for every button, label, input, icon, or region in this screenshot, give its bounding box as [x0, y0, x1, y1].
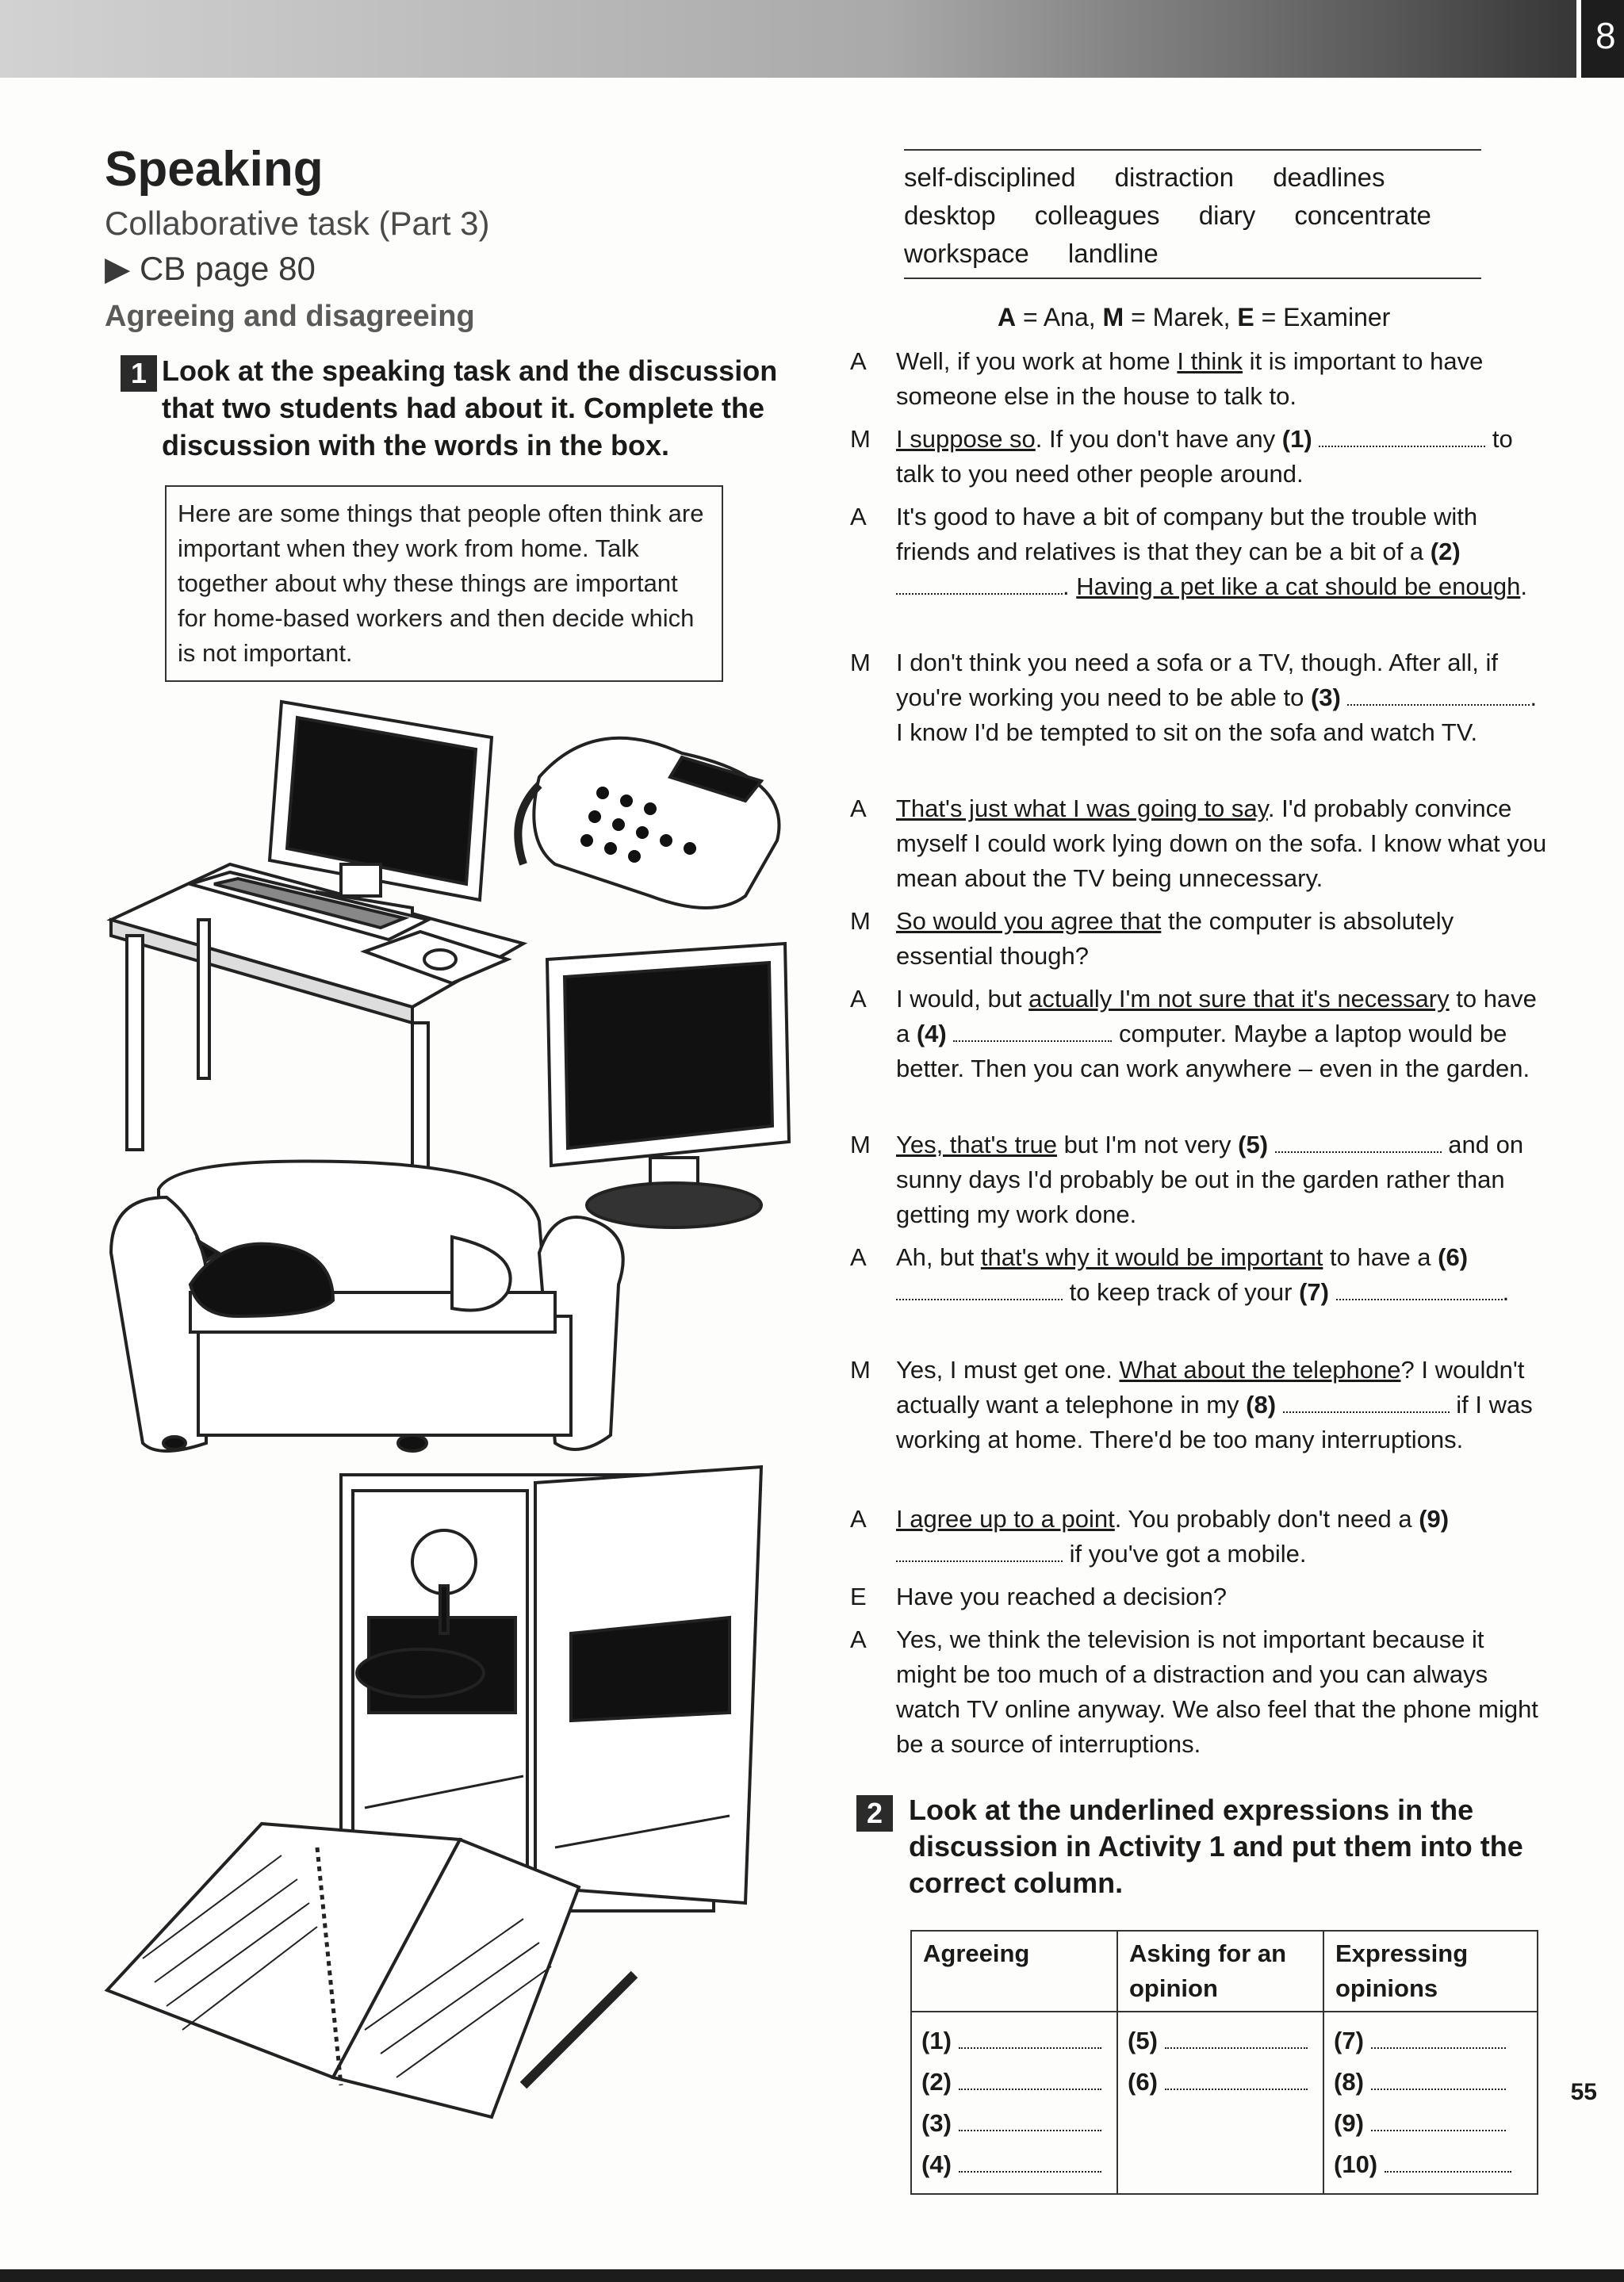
underlined-expression: I suppose so [896, 425, 1036, 453]
speaker-key [998, 303, 1390, 332]
word-row-3 [904, 235, 1481, 273]
underlined-expression: What about the telephone [1119, 1356, 1401, 1384]
dialogue-line-3 [850, 500, 1548, 604]
dialogue-text: it is important to have someone else in the house to talk to. [896, 347, 1484, 410]
key-m-name: = Marek, [1131, 303, 1231, 331]
dialogue-text: to have a [1323, 1243, 1438, 1271]
sofa-with-cat-icon [111, 1161, 623, 1451]
dialogue-text: I don't think you need a sofa or a TV, though. After all, if you're working you need to be able to [896, 649, 1499, 711]
key-a-name: = Ana, [1023, 303, 1096, 331]
underlined-expression: That's just what I was going to say [896, 794, 1268, 822]
speaker: M [850, 425, 871, 453]
dialogue-line-13 [850, 1622, 1548, 1762]
answer-number: (8) [1334, 2068, 1364, 2096]
key-m: M [1102, 303, 1124, 331]
dialogue-line-12 [850, 1579, 1548, 1614]
section-title: Speaking [105, 142, 324, 197]
speaker: A [850, 1505, 867, 1533]
col-header-expressing-opinions: Expressing opinions [1323, 1931, 1538, 2012]
gap-number: (3) [1310, 683, 1341, 711]
speaker: M [850, 1131, 871, 1158]
word-landline: landline [1067, 239, 1159, 268]
dialogue-line-4 [850, 645, 1548, 750]
activity-1-number: 1 [121, 355, 157, 392]
gap-number: (1) [1281, 425, 1312, 453]
word-colleagues: colleagues [1034, 201, 1160, 230]
speaker: M [850, 907, 871, 935]
dialogue-text: . I'd probably convince myself I could work lying down on the sofa. I know what you mean about the TV being unnecessary. [896, 794, 1547, 892]
activity-2-instruction: Look at the underlined expressions in the discussion in Activity 1 and put them into the correct column. [909, 1794, 1523, 1899]
underlined-expression: Having a pet like a cat should be enough [1076, 572, 1521, 600]
gap-number: (2) [1430, 538, 1461, 565]
answer-field[interactable] [959, 2112, 1101, 2131]
dialogue-text: Yes, I must get one. [896, 1356, 1120, 1384]
word-workspace: workspace [904, 239, 1029, 268]
speaking-task-box [165, 485, 723, 682]
dialogue-text: . [1063, 572, 1077, 600]
coursebook-reference: ▶ CB page 80 [105, 250, 316, 287]
key-e: E [1237, 303, 1254, 331]
col-expressing-opinions [1323, 2012, 1538, 2194]
dialogue-text: Yes, we think the television is not important because it might be too much of a distraction and you can always watch TV online anyway. We also feel that the phone might be a source of interruptions. [896, 1625, 1538, 1758]
speaker: A [850, 503, 867, 530]
gap-field[interactable] [1283, 1391, 1450, 1413]
answer-number: (9) [1334, 2109, 1364, 2137]
dialogue-line-8 [850, 1128, 1548, 1232]
dialogue-text: . [1502, 1278, 1510, 1306]
footer-bar [0, 2269, 1624, 2282]
col-agreeing [911, 2012, 1117, 2194]
section-subheading: Agreeing and disagreeing [105, 300, 475, 333]
speaker: A [850, 1243, 867, 1271]
dialogue-text: if you've got a mobile. [1063, 1540, 1307, 1568]
answer-field[interactable] [1385, 2154, 1511, 2173]
gap-number: (5) [1238, 1131, 1269, 1158]
dialogue-text: to talk to you need other people around. [896, 425, 1513, 488]
gap-field[interactable] [896, 1540, 1063, 1562]
dialogue-text: It's good to have a bit of company but the trouble with friends and relatives is that they can be a bit of a [896, 503, 1478, 565]
gap-number: (4) [916, 1020, 947, 1047]
desk-computer-icon [111, 702, 523, 1197]
speaker: E [850, 1583, 867, 1610]
header-bar [0, 0, 1624, 78]
speaker: M [850, 1356, 871, 1384]
word-deadlines: deadlines [1273, 163, 1385, 192]
answer-field[interactable] [1371, 2030, 1506, 2049]
word-desktop: desktop [904, 201, 996, 230]
col-header-asking-opinion: Asking for an opinion [1117, 1931, 1323, 2012]
gap-field[interactable] [1347, 683, 1530, 706]
speaker: A [850, 347, 867, 375]
dialogue-text: Have you reached a decision? [896, 1583, 1228, 1610]
dialogue-line-6 [850, 904, 1548, 974]
word-box [904, 149, 1481, 279]
dialogue-text: computer. Maybe a laptop would be better. Then you can work anywhere – even in the garden. [896, 1020, 1530, 1082]
underlined-expression: So would you agree that [896, 907, 1162, 935]
gap-field[interactable] [953, 1020, 1112, 1042]
dialogue-text: . If you don't have any [1035, 425, 1282, 453]
dialogue-line-9 [850, 1240, 1548, 1310]
dialogue-text: . [1520, 572, 1527, 600]
answer-number: (7) [1334, 2027, 1364, 2054]
dialogue-text: ? I wouldn't actually want a telephone in my [896, 1356, 1525, 1419]
gap-number: (7) [1299, 1278, 1329, 1306]
dialogue-text: I would, but [896, 985, 1029, 1013]
key-e-name: = Examiner [1261, 303, 1391, 331]
underlined-expression: actually I'm not sure that it's necessary [1028, 985, 1450, 1013]
dialogue-line-2 [850, 422, 1548, 492]
answer-field[interactable] [1165, 2030, 1308, 2049]
dialogue-text: Well, if you work at home [896, 347, 1178, 375]
speaker: A [850, 794, 867, 822]
underlined-expression: I think [1177, 347, 1243, 375]
gap-number: (9) [1419, 1505, 1450, 1533]
key-a: A [998, 303, 1017, 331]
unit-tab-number: 8 [1576, 0, 1624, 78]
dialogue-text: to keep track of your [1063, 1278, 1300, 1306]
answer-number: (6) [1128, 2068, 1158, 2096]
dialogue-text: . You probably don't need a [1114, 1505, 1419, 1533]
answer-number: (5) [1128, 2027, 1158, 2054]
speaker: A [850, 1625, 867, 1653]
dialogue-text: if I was working at home. There'd be too many interruptions. [896, 1391, 1533, 1453]
speaker: M [850, 649, 871, 676]
dialogue-text: to have a [896, 985, 1537, 1047]
word-distraction: distraction [1114, 163, 1235, 192]
word-concentrate: concentrate [1294, 201, 1431, 230]
answer-field[interactable] [959, 2030, 1101, 2049]
answer-field[interactable] [959, 2071, 1101, 2090]
answer-field[interactable] [1371, 2071, 1506, 2090]
dialogue-text: Ah, but [896, 1243, 981, 1271]
dialogue-text: and on sunny days I'd probably be out in the garden rather than getting my work done. [896, 1131, 1524, 1228]
word-diary: diary [1198, 201, 1256, 230]
gap-field[interactable] [1336, 1278, 1503, 1300]
speaking-task-text: Here are some things that people often think are important when they work from home. Talk together about why these things are important for home-based workers and then decide which is not important. [178, 500, 704, 667]
word-self-disciplined: self-disciplined [904, 163, 1076, 192]
gap-field[interactable] [896, 572, 1063, 595]
answer-number: (4) [921, 2150, 952, 2178]
underlined-expression: Yes, that's true [896, 1131, 1057, 1158]
dialogue-text: but I'm not very [1056, 1131, 1239, 1158]
col-header-agreeing: Agreeing [911, 1931, 1117, 2012]
dialogue-line-7 [850, 982, 1548, 1086]
telephone-icon [518, 738, 779, 908]
answer-field[interactable] [1165, 2071, 1308, 2090]
answer-field[interactable] [959, 2154, 1101, 2173]
dialogue-text: . I know I'd be tempted to sit on the sofa and watch TV. [896, 683, 1538, 746]
gap-number: (8) [1246, 1391, 1277, 1419]
answer-number: (3) [921, 2109, 952, 2137]
dialogue-text: the computer is absolutely essential though? [896, 907, 1454, 970]
word-row-2 [904, 197, 1481, 235]
page-number: 55 [1570, 2079, 1597, 2105]
answer-number: (1) [921, 2027, 952, 2054]
word-row-1 [904, 159, 1481, 197]
underlined-expression: that's why it would be important [980, 1243, 1323, 1271]
speaker: A [850, 985, 867, 1013]
underlined-expression: I agree up to a point [896, 1505, 1115, 1533]
television-icon [547, 944, 789, 1227]
gap-number: (6) [1438, 1243, 1469, 1271]
expressions-table [910, 1930, 1538, 2195]
dialogue-line-1 [850, 344, 1548, 414]
activity-1-instruction: Look at the speaking task and the discussion that two students had about it. Complete the discussion with the words in the box. [162, 354, 778, 461]
gap-field[interactable] [1275, 1131, 1442, 1153]
dialogue-line-10 [850, 1353, 1548, 1457]
answer-number: (2) [921, 2068, 952, 2096]
dialogue-line-11 [850, 1502, 1548, 1572]
home-office-illustration [79, 682, 817, 2125]
col-asking-opinion [1117, 2012, 1323, 2194]
section-subtitle: Collaborative task (Part 3) [105, 205, 490, 242]
activity-2-number: 2 [856, 1795, 893, 1832]
dialogue-line-5 [850, 791, 1548, 896]
gap-field[interactable] [1319, 425, 1485, 447]
answer-number: (10) [1334, 2150, 1378, 2178]
gap-field[interactable] [896, 1278, 1063, 1300]
answer-field[interactable] [1371, 2112, 1506, 2131]
